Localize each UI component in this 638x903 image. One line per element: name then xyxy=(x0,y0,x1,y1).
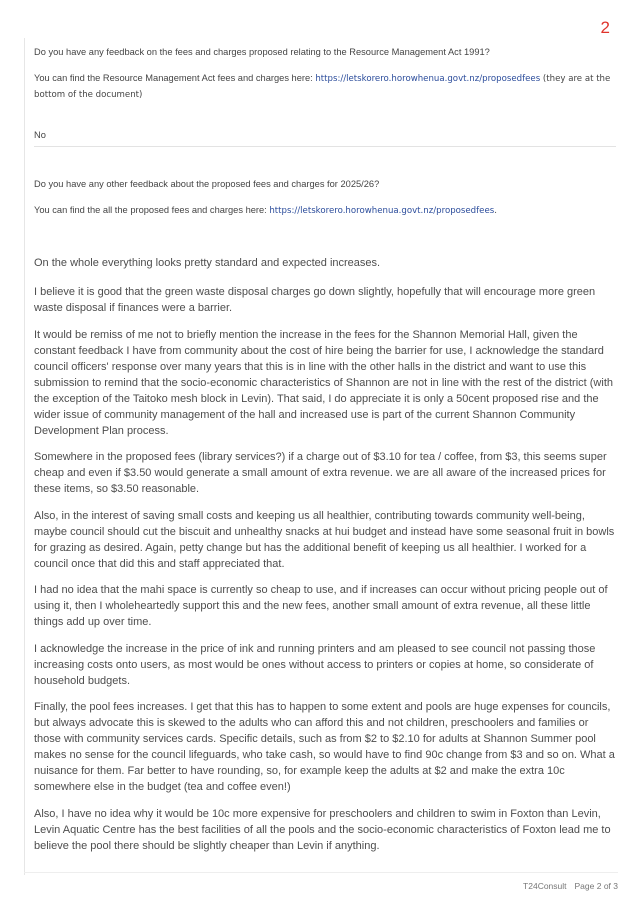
answer-paragraph: I acknowledge the increase in the price of ink and running printers and am pleased to see council not passing those increasing costs onto users, as most would be ones without access to printers or copies at home, so considerate of household budgets. xyxy=(34,642,596,687)
answer-paragraph: I believe it is good that the green waste disposal charges go down slightly, hopefully that will encourage more green waste disposal if finances were a barrier. xyxy=(34,286,596,314)
hint-rma-link[interactable]: https://letskorero.horowhenua.govt.nz/proposedfees xyxy=(315,74,541,84)
hint-other-link[interactable]: https://letskorero.horowhenua.govt.nz/proposedfees xyxy=(269,206,495,216)
answer-paragraph: Also, I have no idea why it would be 10c more expensive for preschoolers and children to swim in Foxton than Levin, Levin Aquatic Centre has the best facilities of all the pools and the socio-economic characteristics of Foxton lead me to believe the pool there should be slightly cheaper than Levin if anything. xyxy=(34,807,611,852)
answer-paragraph: It would be remiss of me not to briefly mention the increase in the fees for the Shannon Memorial Hall, given the constant feedback I have from community about the cost of hire being the barrier for use, I acknowledge the standard council officers' response over many years that this is in line with the other halls in the district and want to use this submission to remind that the socio-economic characteristics of Shannon are not in line with the rest of the district (with the exception of the Taitoko mesh block in Levin). That said, I do appreciate it is only a 50cent proposed rise and the wider issue of community management of the hall and increased use is part of the current Shannon Community Development Plan process. xyxy=(34,328,613,437)
section-rma-fees xyxy=(34,45,616,147)
submission-content xyxy=(34,45,616,864)
hint-rma xyxy=(34,71,616,103)
question-rma: Do you have any feedback on the fees and charges proposed relating to the Resource Management Act 1991? xyxy=(34,47,490,57)
hint-other-prefix: You can find the all the proposed fees and charges here: xyxy=(34,205,270,215)
page-footer xyxy=(523,881,618,891)
hint-other-suffix: . xyxy=(494,206,497,216)
page-marker: 2 xyxy=(600,18,610,37)
question-other: Do you have any other feedback about the proposed fees and charges for 2025/26? xyxy=(34,179,380,189)
footer-rule xyxy=(24,872,618,873)
left-margin-rule xyxy=(24,38,25,875)
section-other-feedback xyxy=(34,177,616,854)
answer-paragraph: On the whole everything looks pretty standard and expected increases. xyxy=(34,257,381,269)
answer-paragraph: Finally, the pool fees increases. I get that this has to happen to some extent and pools are huge expenses for councils, but always advocate this is skewed to the adults who can afford this and not children, preschoolers and families or those with community services cards. Specific details, such as from $2 to $2.10 for adults at Shannon Summer pool makes no sense for the council lifeguards, who take cash, so would have to find 90c change from $3 and so on. What a nuisance for them. Far better to have rounding, so, for example keep the adults at $2 and make the extra 10c somewhere else in the budget (tea and coffee even!) xyxy=(34,701,615,793)
hint-other xyxy=(34,203,616,219)
hint-rma-suffix: (they are at the bottom of the document) xyxy=(34,74,611,100)
footer-brand: T24Consult xyxy=(523,881,567,891)
answer-paragraph: Somewhere in the proposed fees (library services?) if a charge out of $3.10 for tea / coffee, from $3, this seems super cheap and even if $3.50 would generate a small amount of extra revenue. we are all aware of the increased prices for these items, so $3.50 reasonable. xyxy=(34,451,607,495)
section-divider xyxy=(34,146,616,147)
answer-other xyxy=(34,255,616,854)
footer-page-label: Page 2 of 3 xyxy=(574,881,618,891)
answer-paragraph: I had no idea that the mahi space is currently so cheap to use, and if increases can occur without pricing people out of using it, then I wholeheartedly support this and the new fees, another small amount of extra revenue, all these little things add up over time. xyxy=(34,584,608,628)
hint-rma-prefix: You can find the Resource Management Act fees and charges here: xyxy=(34,73,316,83)
answer-paragraph: Also, in the interest of saving small costs and keeping us all healthier, contributing towards community well-being, maybe council should cut the biscuit and unhealthy snacks at hui budget and instead have some seasonal fruit in bowls for grazing as desired. Again, petty change but has the additional benefit of keeping us all healthier. I worked for a council once that did this and staff appreciated that. xyxy=(34,509,615,570)
answer-rma: No xyxy=(34,130,46,140)
